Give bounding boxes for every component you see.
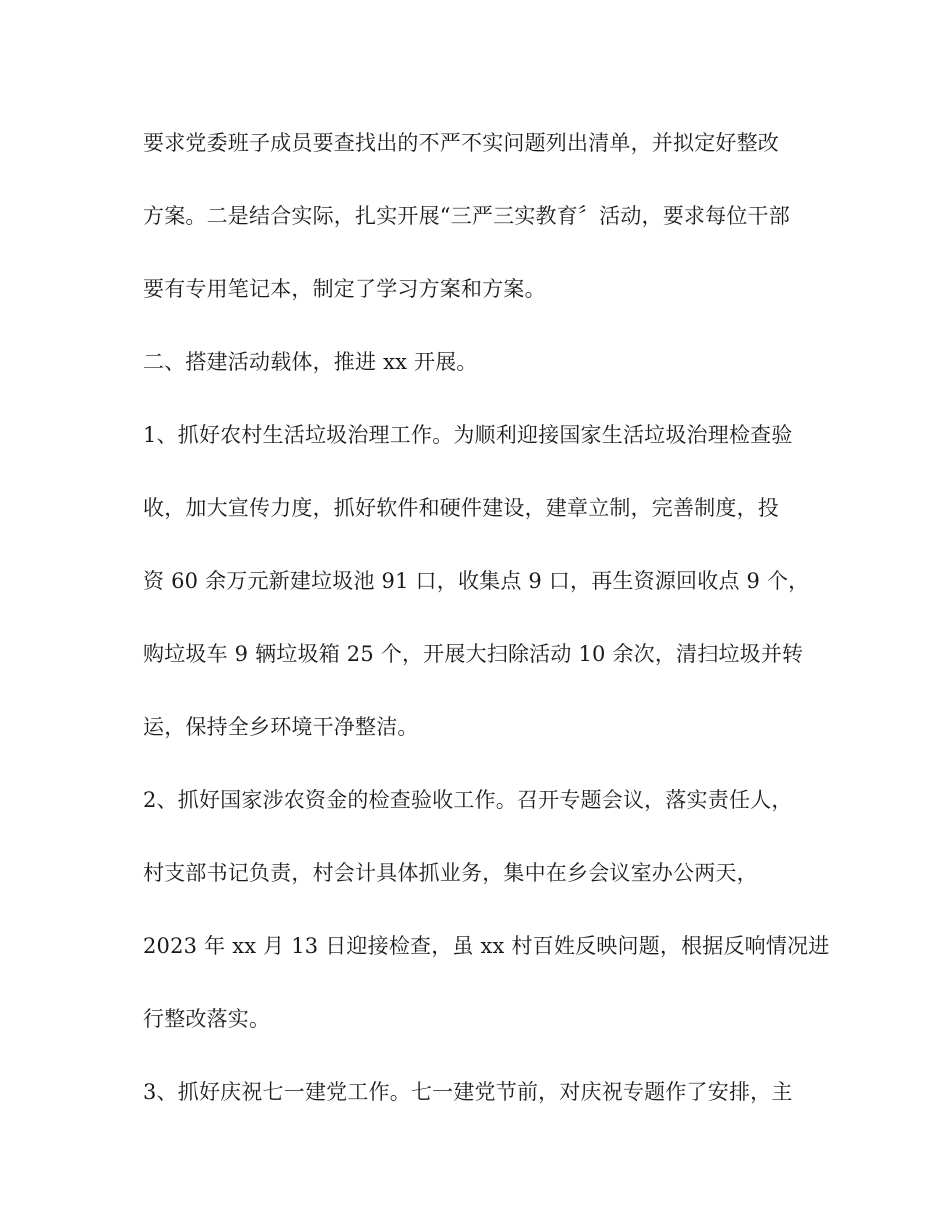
text-line: 村支部书记负责，村会计具体抓业务，集中在乡会议室办公两天， bbox=[143, 861, 758, 885]
text-line: 要有专用笔记本，制定了学习方案和方案。 bbox=[143, 277, 546, 301]
text-line: 运，保持全乡环境干净整洁。 bbox=[143, 715, 419, 739]
text-line: 行整改落实。 bbox=[143, 1007, 271, 1031]
text-line: 资 60 余万元新建垃圾池 91 口，收集点 9 口，再生资源回收点 9 个， bbox=[143, 569, 810, 593]
text-line: 2、抓好国家涉农资金的检查验收工作。召开专题会议，落实责任人， bbox=[143, 788, 793, 812]
text-line: 2023 年 xx 月 13 日迎接检查，虽 xx 村百姓反映问题，根据反响情况进 bbox=[143, 934, 830, 958]
text-line: 购垃圾车 9 辆垃圾箱 25 个，开展大扫除活动 10 余次，清扫垃圾并转 bbox=[143, 642, 804, 666]
text-line: 方案。二是结合实际，扎实开展“三严三实教育〞活动，要求每位干部 bbox=[143, 204, 790, 228]
text-line: 1、抓好农村生活垃圾治理工作。为顺利迎接国家生活垃圾治理检查验 bbox=[143, 423, 793, 447]
section-heading: 二、搭建活动载体，推进 xx 开展。 bbox=[143, 350, 478, 374]
text-line: 收，加大宣传力度，抓好软件和硬件建设，建章立制，完善制度，投 bbox=[143, 496, 779, 520]
text-line: 3、抓好庆祝七一建党工作。七一建党节前，对庆祝专题作了安排，主 bbox=[143, 1080, 793, 1104]
text-line: 要求党委班子成员要查找出的不严不实问题列出清单，并拟定好整改 bbox=[143, 131, 779, 155]
